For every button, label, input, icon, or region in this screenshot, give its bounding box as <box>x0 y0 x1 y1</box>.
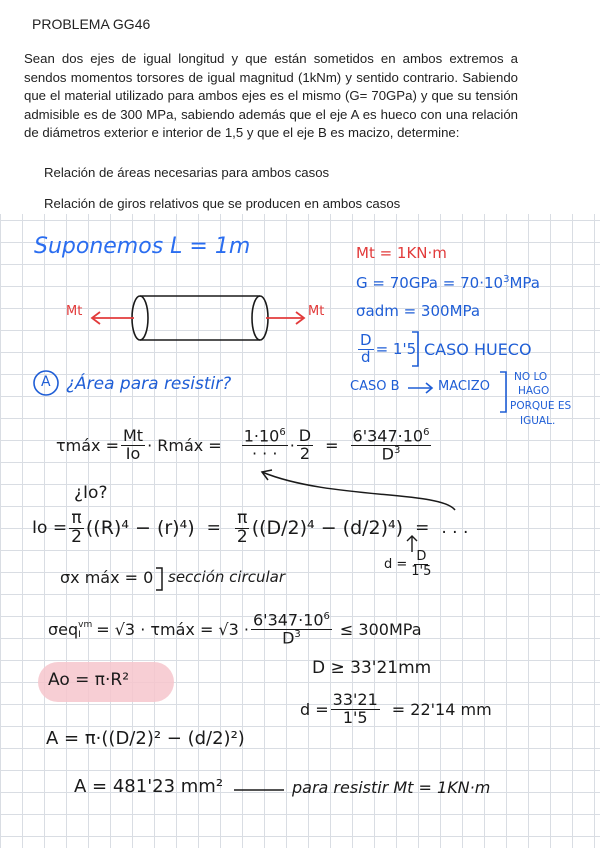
sigma-admissible: σadm = 300MPa <box>356 302 481 320</box>
caso-hueco-label: CASO HUECO <box>424 340 532 359</box>
question-1: Relación de áreas necesarias para ambos casos <box>44 165 330 180</box>
area-result: A = 481'23 mm² <box>74 776 224 797</box>
macizo-label: MACIZO <box>438 379 490 394</box>
io-equation: Io = $\frac{\pi}{2}$ ((R)⁴ − (r)⁴) = $\frac{\pi}{2}$ ((D/2)⁴ − (d/2)⁴) = . . . <box>32 508 469 547</box>
d-small-result: d = $\frac{33'21}{1'5}$ = 22'14 mm <box>300 690 492 727</box>
io-question: ¿Io? <box>74 483 108 503</box>
problem-title: PROBLEMA GG46 <box>32 16 151 32</box>
sigma-eq-equation: σeq vm I = √3 · τmáx = √3 · $\frac{6'347\cdot 10^6}{D^3}$ ≤ 300MPa <box>48 610 422 648</box>
sigma-x-max: σx máx = 0 <box>60 568 154 587</box>
bracket-no-lo-hago <box>500 372 506 412</box>
mt-given: Mt = 1KN·m <box>356 244 447 262</box>
d-result: D ≥ 33'21mm <box>312 658 432 678</box>
shaft-sketch <box>132 296 268 340</box>
suponemos-note: Suponemos L = 1m <box>34 234 251 259</box>
note-hago: HAGO <box>518 385 550 397</box>
question-2: Relación de giros relativos que se producen en ambos casos <box>44 196 401 211</box>
area-hollow-formula: Ao = π·R² <box>48 670 130 690</box>
note-porque: PORQUE ES <box>510 400 572 412</box>
curved-arrow <box>262 472 455 510</box>
area-question: ¿Área para resistir? <box>66 374 232 394</box>
note-igual: IGUAL. <box>520 415 556 427</box>
note-no-lo: NO LO <box>514 371 548 383</box>
area-note: para resistir Mt = 1KN·m <box>292 778 491 797</box>
bracket-sx <box>156 568 162 590</box>
arrow-caso-b <box>408 383 432 393</box>
caso-b-label: CASO B <box>350 379 400 394</box>
seccion-circular-note: sección circular <box>168 568 286 586</box>
mt-right-label: Mt <box>308 304 325 319</box>
tau-max-equation: τmáx = $\frac{Mt}{Io}$ · Rmáx = $\frac{1\cdot 10^6}{\cdot \cdot \cdot}$ · $\frac{D}{2}$ = $\frac{6'347\cdot 10^6}{D^3}$ <box>56 426 430 464</box>
diameter-ratio: $\frac{D}{d}$ = 1'5 <box>360 331 417 366</box>
circle-a-label: A <box>41 374 51 390</box>
d-relation: d = $\frac{D}{1'5}$ <box>384 549 432 579</box>
problem-statement: Sean dos ejes de igual longitud y que están sometidos en ambos extremos a sendos momentos torsores de igual magnitud (1kNm) y sentido contrario. Sabiendo que el material utilizado para ambos ejes es el mismo (G= 70GPa) y que su tensión admisible es de 300 MPa, sabiendo además que el eje A es hueco con una relación de diámetros exterior e interior de 1,5 y que el eje B es macizo, determine: <box>24 51 518 140</box>
moment-arrows <box>92 312 304 324</box>
area-formula: A = π·((D/2)² − (d/2)²) <box>46 728 245 749</box>
mt-left-label: Mt <box>66 304 83 319</box>
g-given: $G = 70GPa = 70\cdot 10^3MPa$ <box>356 274 540 292</box>
